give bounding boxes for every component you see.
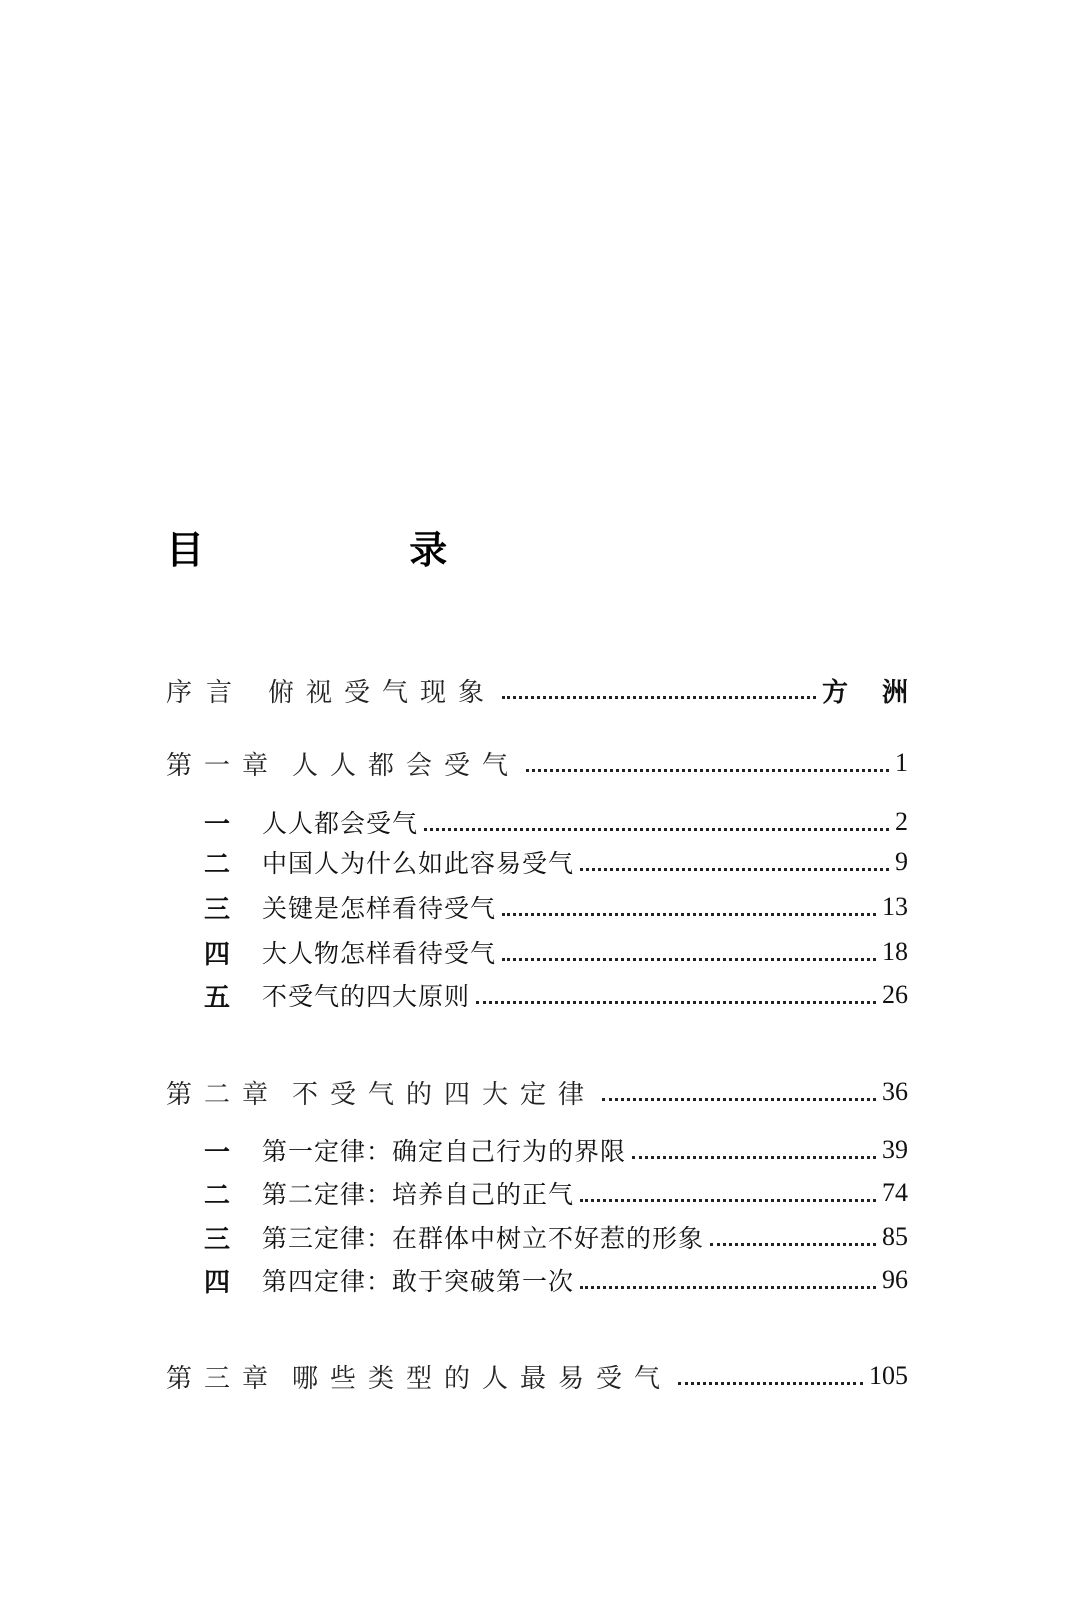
section-number: 二 xyxy=(204,849,231,880)
toc-entry-section[interactable] xyxy=(204,887,908,927)
preface-label: 序言 xyxy=(166,677,247,708)
toc-entry-section[interactable] xyxy=(204,932,908,972)
dot-leader xyxy=(632,1156,876,1159)
dot-leader xyxy=(502,913,876,916)
dot-leader xyxy=(678,1382,863,1385)
page-number: 2 xyxy=(895,807,908,836)
dot-leader xyxy=(476,1001,876,1004)
dot-leader xyxy=(502,696,816,699)
chapter-label: 第三章 xyxy=(166,1363,281,1394)
toc-entry-chapter-3[interactable] xyxy=(166,1356,908,1396)
section-number: 三 xyxy=(204,894,231,925)
chapter-title: 不受气的四大定律 xyxy=(292,1079,597,1110)
page-title: 目 录 xyxy=(166,528,544,572)
page-number: 13 xyxy=(882,892,908,921)
section-title: 关键是怎样看待受气 xyxy=(262,894,497,923)
chapter-title: 人人都会受气 xyxy=(292,750,521,781)
section-title: 中国人为什么如此容易受气 xyxy=(262,849,575,878)
section-title: 第四定律：敢于突破第一次 xyxy=(262,1267,575,1296)
page-number: 105 xyxy=(869,1361,908,1390)
toc-entry-section[interactable] xyxy=(204,1173,908,1213)
chapter-label: 第一章 xyxy=(166,750,281,781)
toc-entry-section[interactable] xyxy=(204,1217,908,1257)
toc-entry-section[interactable] xyxy=(204,842,908,882)
chapter-title: 哪些类型的人最易受气 xyxy=(292,1363,673,1394)
preface-title: 俯视受气现象 xyxy=(268,677,497,708)
page-number: 85 xyxy=(882,1222,908,1251)
toc-entry-section[interactable] xyxy=(204,802,908,842)
dot-leader xyxy=(424,828,889,831)
page-number: 26 xyxy=(882,980,908,1009)
section-number: 一 xyxy=(204,1137,231,1168)
preface-author: 方洲 xyxy=(821,677,942,708)
section-number: 四 xyxy=(204,1267,231,1298)
section-number: 一 xyxy=(204,809,231,840)
dot-leader xyxy=(526,769,889,772)
dot-leader xyxy=(710,1243,876,1246)
page-number: 96 xyxy=(882,1265,908,1294)
page-number: 9 xyxy=(895,847,908,876)
section-number: 三 xyxy=(204,1224,231,1255)
section-title: 第二定律：培养自己的正气 xyxy=(262,1180,575,1209)
page-number: 1 xyxy=(895,748,908,777)
page-number: 18 xyxy=(882,937,908,966)
toc-entry-chapter-1[interactable] xyxy=(166,743,908,783)
toc-entry-section[interactable] xyxy=(204,1130,908,1170)
toc-entry-preface[interactable] xyxy=(166,670,942,710)
dot-leader xyxy=(502,958,876,961)
section-title: 大人物怎样看待受气 xyxy=(262,939,497,968)
dot-leader xyxy=(580,868,889,871)
chapter-label: 第二章 xyxy=(166,1079,281,1110)
section-number: 二 xyxy=(204,1180,231,1211)
section-title: 人人都会受气 xyxy=(262,809,419,838)
page-number: 74 xyxy=(882,1178,908,1207)
section-number: 五 xyxy=(204,982,231,1013)
dot-leader xyxy=(602,1098,876,1101)
toc-entry-section[interactable] xyxy=(204,1260,908,1300)
dot-leader xyxy=(580,1199,876,1202)
dot-leader xyxy=(580,1286,876,1289)
section-title: 第一定律：确定自己行为的界限 xyxy=(262,1137,627,1166)
section-title: 第三定律：在群体中树立不好惹的形象 xyxy=(262,1224,705,1253)
toc-entry-chapter-2[interactable] xyxy=(166,1072,908,1112)
section-title: 不受气的四大原则 xyxy=(262,982,471,1011)
page-number: 36 xyxy=(882,1077,908,1106)
page-number: 39 xyxy=(882,1135,908,1164)
section-number: 四 xyxy=(204,939,231,970)
toc-entry-section[interactable] xyxy=(204,975,908,1015)
